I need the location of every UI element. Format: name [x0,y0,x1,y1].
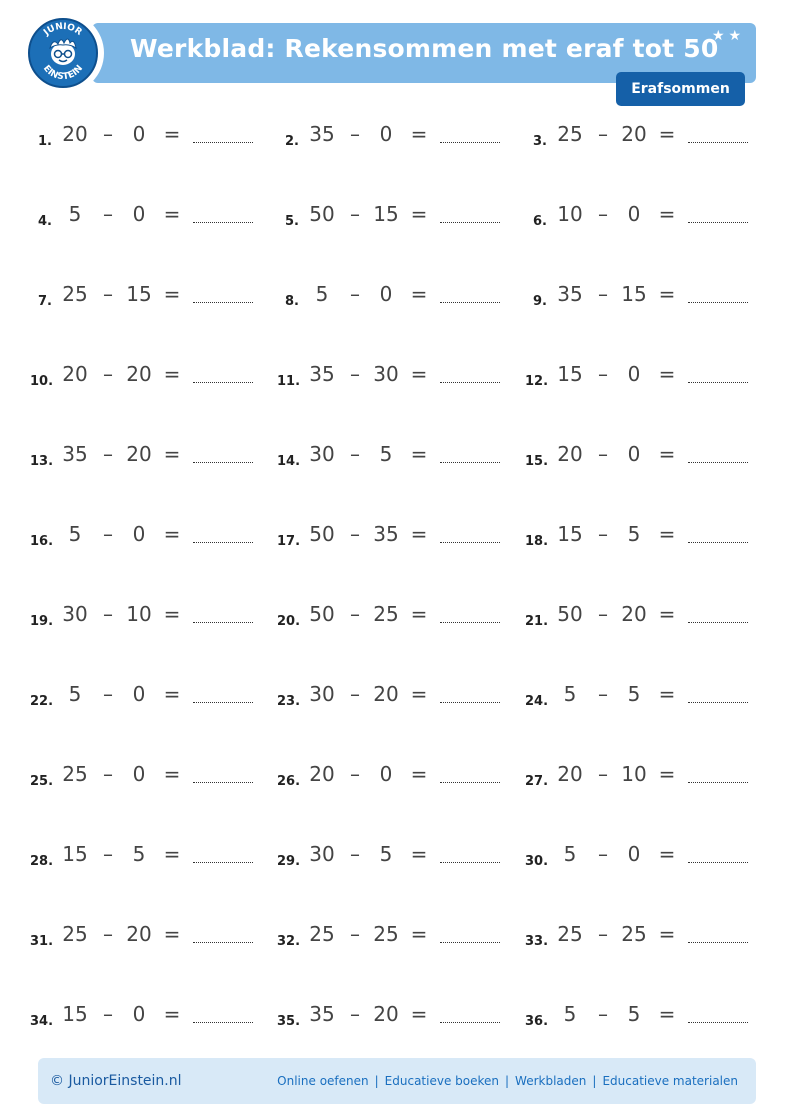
problem-item [277,682,517,722]
equals-sign: = [410,762,428,786]
answer-field[interactable] [688,542,748,543]
equals-sign: = [658,922,676,946]
minus-sign: – [598,522,608,546]
equals-sign: = [658,202,676,226]
minuend: 20 [62,122,88,146]
problem-number: 6. [533,214,547,229]
answer-field[interactable] [440,222,500,223]
minus-sign: – [103,602,113,626]
footer-link-educatieve-boeken[interactable]: Educatieve boeken [384,1074,499,1088]
problem-number: 24. [525,694,549,709]
subtrahend: 5 [379,842,393,866]
equals-sign: = [658,122,676,146]
problem-number: 32. [277,934,301,949]
answer-field[interactable] [440,942,500,943]
minus-sign: – [350,282,360,306]
equals-sign: = [658,602,676,626]
answer-field[interactable] [688,622,748,623]
equals-sign: = [658,1002,676,1026]
subtrahend: 0 [132,522,146,546]
equals-sign: = [163,202,181,226]
answer-field[interactable] [688,702,748,703]
problem-item [30,442,270,482]
answer-field[interactable] [688,382,748,383]
subtrahend: 5 [379,442,393,466]
answer-field[interactable] [688,862,748,863]
problem-item [525,602,765,642]
problem-item [525,442,765,482]
minus-sign: – [598,362,608,386]
subtrahend: 15 [373,202,399,226]
minus-sign: – [103,522,113,546]
problem-item [277,922,517,962]
minuend: 30 [309,682,335,706]
equals-sign: = [658,682,676,706]
subtrahend: 5 [627,1002,641,1026]
problem-number: 7. [38,294,52,309]
subtrahend: 20 [126,362,152,386]
equals-sign: = [410,602,428,626]
equals-sign: = [658,282,676,306]
footer-link-werkbladen[interactable]: Werkbladen [515,1074,587,1088]
answer-field[interactable] [193,142,253,143]
answer-field[interactable] [440,462,500,463]
minus-sign: – [350,362,360,386]
subtrahend: 5 [132,842,146,866]
equals-sign: = [163,842,181,866]
minuend: 25 [557,122,583,146]
answer-field[interactable] [193,542,253,543]
problem-number: 28. [30,854,54,869]
category-badge[interactable]: Erafsommen [616,72,745,106]
problem-number: 18. [525,534,549,549]
subtrahend: 0 [379,122,393,146]
minus-sign: – [598,842,608,866]
answer-field[interactable] [193,462,253,463]
subtrahend: 20 [126,442,152,466]
minus-sign: – [103,202,113,226]
equals-sign: = [163,362,181,386]
minuend: 10 [557,202,583,226]
problem-item [277,202,517,242]
subtrahend: 0 [132,202,146,226]
problem-number: 16. [30,534,54,549]
minuend: 20 [557,442,583,466]
footer-link-educatieve-materialen[interactable]: Educatieve materialen [602,1074,738,1088]
minuend: 20 [309,762,335,786]
problem-number: 9. [533,294,547,309]
subtrahend: 0 [379,282,393,306]
footer-separator: | [505,1074,510,1088]
equals-sign: = [163,1002,181,1026]
problem-number: 23. [277,694,301,709]
problem-number: 12. [525,374,549,389]
page-title: Werkblad: Rekensommen met eraf tot 50 [130,34,719,63]
minus-sign: – [103,362,113,386]
subtrahend: 0 [627,362,641,386]
minus-sign: – [598,682,608,706]
problem-item [30,682,270,722]
answer-field[interactable] [193,1022,253,1023]
problem-number: 35. [277,1014,301,1029]
subtrahend: 25 [373,922,399,946]
minuend: 5 [563,1002,577,1026]
minuend: 15 [62,1002,88,1026]
minuend: 30 [309,842,335,866]
minus-sign: – [350,602,360,626]
answer-field[interactable] [440,382,500,383]
problem-number: 22. [30,694,54,709]
subtrahend: 0 [132,762,146,786]
minus-sign: – [103,122,113,146]
problem-item [525,202,765,242]
equals-sign: = [163,122,181,146]
problem-number: 25. [30,774,54,789]
minus-sign: – [350,922,360,946]
answer-field[interactable] [193,302,253,303]
minus-sign: – [350,842,360,866]
answer-field[interactable] [440,542,500,543]
answer-field[interactable] [440,142,500,143]
equals-sign: = [410,202,428,226]
problem-item [525,842,765,882]
minuend: 50 [309,522,335,546]
footer-separator: | [592,1074,597,1088]
subtrahend: 10 [126,602,152,626]
footer [38,1058,756,1104]
problem-item [525,522,765,562]
answer-field[interactable] [688,462,748,463]
star-rating-icon: ★★ [712,28,746,44]
subtrahend: 0 [627,202,641,226]
equals-sign: = [658,842,676,866]
minuend: 15 [62,842,88,866]
minus-sign: – [598,122,608,146]
subtrahend: 20 [126,922,152,946]
problem-number: 17. [277,534,301,549]
equals-sign: = [163,682,181,706]
equals-sign: = [410,922,428,946]
problem-number: 14. [277,454,301,469]
subtrahend: 25 [621,922,647,946]
minus-sign: – [350,202,360,226]
problem-number: 13. [30,454,54,469]
answer-field[interactable] [688,782,748,783]
minus-sign: – [103,762,113,786]
answer-field[interactable] [440,622,500,623]
subtrahend: 15 [621,282,647,306]
minus-sign: – [350,682,360,706]
subtrahend: 5 [627,682,641,706]
minus-sign: – [598,282,608,306]
problem-item [525,1002,765,1042]
answer-field[interactable] [193,942,253,943]
answer-field[interactable] [193,382,253,383]
minuend: 50 [309,202,335,226]
equals-sign: = [163,922,181,946]
problem-number: 2. [285,134,299,149]
problem-item [30,602,270,642]
problem-number: 29. [277,854,301,869]
answer-field[interactable] [193,622,253,623]
minuend: 35 [309,362,335,386]
minuend: 30 [62,602,88,626]
equals-sign: = [410,122,428,146]
answer-field[interactable] [440,862,500,863]
subtrahend: 0 [627,442,641,466]
problem-item [30,842,270,882]
minus-sign: – [103,922,113,946]
problem-item [277,282,517,322]
minuend: 35 [309,1002,335,1026]
subtrahend: 5 [627,522,641,546]
answer-field[interactable] [688,142,748,143]
subtrahend: 0 [132,122,146,146]
equals-sign: = [410,282,428,306]
equals-sign: = [410,522,428,546]
minuend: 5 [68,682,82,706]
equals-sign: = [410,842,428,866]
answer-field[interactable] [440,702,500,703]
minuend: 50 [309,602,335,626]
problem-item [30,122,270,162]
minus-sign: – [350,122,360,146]
equals-sign: = [410,362,428,386]
problem-number: 31. [30,934,54,949]
problem-number: 20. [277,614,301,629]
problem-number: 27. [525,774,549,789]
minus-sign: – [598,202,608,226]
answer-field[interactable] [440,302,500,303]
problem-item [277,362,517,402]
problem-item [525,762,765,802]
answer-field[interactable] [440,782,500,783]
problem-item [525,282,765,322]
problem-item [525,362,765,402]
problem-number: 4. [38,214,52,229]
minus-sign: – [598,922,608,946]
minuend: 5 [563,682,577,706]
problem-number: 5. [285,214,299,229]
answer-field[interactable] [688,222,748,223]
equals-sign: = [163,442,181,466]
svg-text:EINSTEIN: EINSTEIN [40,63,86,83]
problem-item [525,122,765,162]
minuend: 25 [62,762,88,786]
minuend: 25 [62,282,88,306]
answer-field[interactable] [193,222,253,223]
footer-links [277,1074,738,1088]
minuend: 5 [68,522,82,546]
problem-item [30,762,270,802]
problem-item [525,922,765,962]
svg-text:JUNIOR: JUNIOR [42,21,84,38]
minus-sign: – [598,602,608,626]
subtrahend: 20 [373,682,399,706]
minus-sign: – [103,442,113,466]
footer-copyright[interactable]: © JuniorEinstein.nl [50,1073,182,1089]
problem-number: 3. [533,134,547,149]
problem-number: 21. [525,614,549,629]
problem-item [277,602,517,642]
equals-sign: = [658,442,676,466]
subtrahend: 15 [126,282,152,306]
minuend: 20 [62,362,88,386]
subtrahend: 0 [627,842,641,866]
problem-item [30,922,270,962]
minuend: 35 [309,122,335,146]
equals-sign: = [658,522,676,546]
problem-number: 30. [525,854,549,869]
problem-number: 8. [285,294,299,309]
minuend: 15 [557,362,583,386]
footer-link-online-oefenen[interactable]: Online oefenen [277,1074,369,1088]
minuend: 35 [557,282,583,306]
problem-number: 34. [30,1014,54,1029]
minus-sign: – [350,522,360,546]
problem-item [30,522,270,562]
problem-item [30,202,270,242]
problem-item [277,522,517,562]
problem-item [277,842,517,882]
problem-item [277,442,517,482]
problem-item [277,762,517,802]
answer-field[interactable] [688,302,748,303]
subtrahend: 0 [132,682,146,706]
equals-sign: = [410,1002,428,1026]
minus-sign: – [103,282,113,306]
minus-sign: – [350,762,360,786]
problem-item [277,1002,517,1042]
equals-sign: = [658,762,676,786]
problem-item [30,282,270,322]
subtrahend: 35 [373,522,399,546]
equals-sign: = [163,762,181,786]
answer-field[interactable] [193,862,253,863]
equals-sign: = [658,362,676,386]
answer-field[interactable] [688,1022,748,1023]
problem-item [30,1002,270,1042]
minuend: 30 [309,442,335,466]
equals-sign: = [163,522,181,546]
equals-sign: = [410,682,428,706]
subtrahend: 20 [621,602,647,626]
minuend: 50 [557,602,583,626]
answer-field[interactable] [688,942,748,943]
minuend: 20 [557,762,583,786]
subtrahend: 10 [621,762,647,786]
minus-sign: – [598,762,608,786]
problem-item [30,362,270,402]
minus-sign: – [103,1002,113,1026]
problem-number: 36. [525,1014,549,1029]
problem-number: 26. [277,774,301,789]
problem-number: 15. [525,454,549,469]
equals-sign: = [163,602,181,626]
minus-sign: – [350,1002,360,1026]
answer-field[interactable] [193,782,253,783]
minuend: 35 [62,442,88,466]
problem-item [277,122,517,162]
minuend: 5 [68,202,82,226]
subtrahend: 20 [373,1002,399,1026]
problem-number: 1. [38,134,52,149]
minus-sign: – [350,442,360,466]
minuend: 25 [309,922,335,946]
minuend: 25 [62,922,88,946]
subtrahend: 25 [373,602,399,626]
equals-sign: = [163,282,181,306]
subtrahend: 30 [373,362,399,386]
answer-field[interactable] [440,1022,500,1023]
problem-number: 10. [30,374,54,389]
problem-number: 11. [277,374,301,389]
equals-sign: = [410,442,428,466]
problem-number: 33. [525,934,549,949]
minuend: 15 [557,522,583,546]
minuend: 5 [315,282,329,306]
minus-sign: – [598,442,608,466]
subtrahend: 20 [621,122,647,146]
minuend: 25 [557,922,583,946]
minuend: 5 [563,842,577,866]
minus-sign: – [598,1002,608,1026]
subtrahend: 0 [132,1002,146,1026]
problem-number: 19. [30,614,54,629]
minus-sign: – [103,682,113,706]
problem-item [525,682,765,722]
subtrahend: 0 [379,762,393,786]
answer-field[interactable] [193,702,253,703]
footer-separator: | [374,1074,379,1088]
minus-sign: – [103,842,113,866]
